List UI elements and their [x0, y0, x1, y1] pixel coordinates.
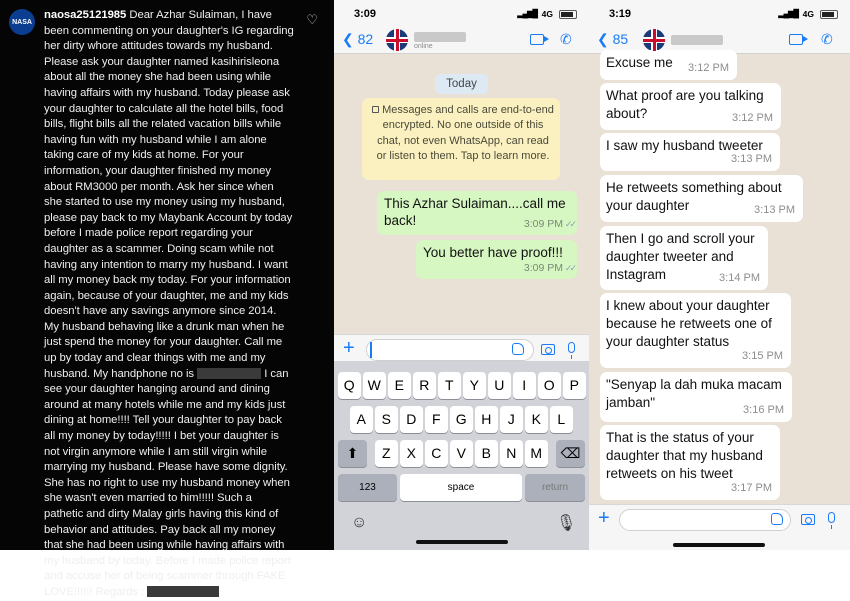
key-b[interactable]: B: [475, 440, 498, 467]
space-key[interactable]: space: [400, 474, 522, 501]
date-separator: Today: [435, 74, 488, 94]
key-o[interactable]: O: [538, 372, 561, 399]
phone-call-icon[interactable]: ✆: [821, 31, 833, 47]
message-bubble-outgoing[interactable]: [377, 191, 577, 235]
back-count: 82: [357, 31, 374, 47]
instagram-comment-panel: [0, 0, 334, 598]
key-d[interactable]: D: [400, 406, 423, 433]
key-w[interactable]: W: [363, 372, 386, 399]
return-key[interactable]: return: [525, 474, 585, 501]
plus-icon[interactable]: +: [343, 337, 355, 359]
battery-icon: [820, 10, 838, 19]
dictation-mic-icon[interactable]: 🎙: [556, 515, 577, 532]
message-bubble-incoming[interactable]: [600, 425, 780, 500]
redacted-signature: [147, 586, 219, 597]
contact-avatar-uk-flag-icon[interactable]: [643, 29, 665, 51]
signal-icon: ▂▄▆█: [778, 9, 798, 18]
numbers-key[interactable]: 123: [338, 474, 397, 501]
message-time: 3:16 PM: [743, 404, 784, 416]
back-button[interactable]: ❮ 82: [342, 31, 374, 47]
message-text: "Senyap la dah muka macam jamban": [606, 377, 782, 410]
message-text: That is the status of your daughter that my husband retweets on his tweet: [606, 430, 763, 481]
chat-header: [334, 28, 589, 54]
message-text: What proof are you talking about?: [606, 88, 764, 121]
message-time: 3:14 PM: [719, 272, 760, 284]
key-j[interactable]: J: [500, 406, 523, 433]
phone-call-icon[interactable]: ✆: [560, 31, 572, 47]
status-bar: [334, 0, 589, 28]
message-time: 3:09 PM: [523, 218, 563, 230]
message-bubble-incoming[interactable]: [600, 175, 803, 222]
message-time: 3:17 PM: [731, 482, 772, 494]
plus-icon[interactable]: +: [598, 507, 610, 529]
contact-avatar-uk-flag-icon[interactable]: [386, 29, 408, 51]
avatar[interactable]: NASA: [9, 9, 35, 35]
key-c[interactable]: C: [425, 440, 448, 467]
message-text: You better have proof!!!: [423, 245, 563, 260]
status-time: 3:09: [354, 8, 377, 20]
redacted-contact-name[interactable]: [414, 32, 466, 42]
microphone-icon[interactable]: [568, 342, 575, 353]
key-s[interactable]: S: [375, 406, 398, 433]
message-input[interactable]: [366, 339, 534, 361]
key-f[interactable]: F: [425, 406, 448, 433]
home-indicator: [673, 543, 765, 547]
redacted-phone-number: [197, 368, 261, 379]
sticker-icon[interactable]: [512, 343, 524, 355]
message-time: 3:15 PM: [742, 350, 783, 362]
key-l[interactable]: L: [550, 406, 573, 433]
message-input[interactable]: [619, 509, 791, 531]
back-button[interactable]: ❮ 85: [597, 31, 629, 47]
shift-key[interactable]: ⬆: [338, 440, 367, 467]
key-q[interactable]: Q: [338, 372, 361, 399]
comment-username[interactable]: naosa25121985: [44, 9, 127, 21]
keyboard: [334, 361, 589, 550]
message-text: Then I go and scroll your daughter tweeter and Instagram: [606, 231, 755, 282]
whatsapp-chat-panel-2: [589, 0, 850, 550]
camera-icon[interactable]: [801, 514, 815, 525]
key-n[interactable]: N: [500, 440, 523, 467]
message-input-bar: [589, 504, 850, 550]
lock-icon: [372, 106, 379, 113]
key-e[interactable]: E: [388, 372, 411, 399]
message-time: 3:12 PM: [732, 112, 773, 124]
message-bubble-incoming[interactable]: [600, 83, 781, 130]
heart-icon[interactable]: ♡: [306, 12, 318, 27]
message-text: He retweets something about your daughter: [606, 180, 782, 213]
message-text: I knew about your daughter because he retweets one of your daughter status: [606, 298, 772, 349]
comment-body-part-1: Dear Azhar Sulaiman, I have been commenting on your daughter's IG regarding her dirty whore attitudes towards my husband. Please ask your daughter named kasihirisleona about all the money she had been using while having affairs with my husband. Today please ask your daughter to calculate all the hotel bills, food bills, flight bills all the related vacation bills while having fun with my husband while I am alone taking care of my kids at home. For your information, your daughter finished my money about RM3000 per month. Ask her since when she started to use my money using my husband, please pay back to my Maybank Account by today before I made police report regarding your daughter as a scammer. Doing scam while not having any intention to marry my husband. I want all my money back my today. For your information again, because of your daughter, me and my kids doesn't have any savings anymore since 2014. My husband behaving like a drunk man when he just spend the money for your daughter. Call me up by today and clear things with me and my husband. My handphone no is: [44, 9, 294, 380]
video-call-icon[interactable]: [530, 34, 544, 45]
key-i[interactable]: I: [513, 372, 536, 399]
key-t[interactable]: T: [438, 372, 461, 399]
key-x[interactable]: X: [400, 440, 423, 467]
redacted-contact-name[interactable]: [671, 35, 723, 45]
encryption-notice-text: Messages and calls are end-to-end encrypted. No one outside of this chat, not even WhatsApp, can read or listen to them. Tap to learn more.: [376, 104, 554, 163]
network-label: 4G: [541, 9, 553, 19]
message-bubble-outgoing[interactable]: [416, 240, 577, 279]
key-r[interactable]: R: [413, 372, 436, 399]
camera-icon[interactable]: [541, 344, 555, 355]
emoji-icon[interactable]: ☺: [351, 514, 368, 531]
read-ticks-icon: ✓✓: [564, 263, 574, 273]
key-a[interactable]: A: [350, 406, 373, 433]
status-bar: [589, 0, 850, 28]
message-bubble-incoming[interactable]: [600, 293, 791, 368]
signal-icon: ▂▄▆█: [517, 9, 537, 18]
comment-body-part-2: I can see your daughter hanging around and dining around at many hotels while me and my kids just dining at home!!!! Tell your daughter to pay back all my money by today!!!!! I bet your daughter is not virgin anymore while I am still virgin while marrying my husband. Please have some dignity. She has no right to use my husband money when she wasn't even married to him!!!!! Such a pathetic and dirty Malay girls having this kind of behavior and attitudes. Pay back all my money that she had been using while having affairs with my husband by today. Before I made police report and accuse her of being scammer through FAKE LOVE!!!!!! Regards :: [44, 367, 291, 598]
presence-status: online: [414, 43, 433, 50]
message-bubble-incoming[interactable]: [600, 50, 737, 80]
message-bubble-incoming[interactable]: [600, 372, 792, 422]
key-p[interactable]: P: [563, 372, 586, 399]
key-g[interactable]: G: [450, 406, 473, 433]
message-time: 3:09 PM: [523, 262, 563, 274]
microphone-icon[interactable]: [828, 512, 835, 523]
message-input-bar: [334, 334, 589, 364]
message-time: 3:13 PM: [731, 153, 772, 165]
back-count: 85: [612, 31, 629, 47]
whatsapp-chat-panel-1: [334, 0, 589, 550]
backspace-key[interactable]: ⌫: [556, 440, 585, 467]
network-label: 4G: [802, 9, 814, 19]
message-time: 3:13 PM: [754, 204, 795, 216]
status-time: 3:19: [609, 8, 632, 20]
key-u[interactable]: U: [488, 372, 511, 399]
comment-text: [44, 8, 294, 601]
key-k[interactable]: K: [525, 406, 548, 433]
battery-icon: [559, 10, 577, 19]
key-m[interactable]: M: [525, 440, 548, 467]
encryption-notice[interactable]: [362, 98, 560, 180]
key-z[interactable]: Z: [375, 440, 398, 467]
sticker-icon[interactable]: [771, 513, 783, 525]
message-text: I saw my husband tweeter: [606, 138, 763, 153]
key-h[interactable]: H: [475, 406, 498, 433]
message-time: 3:12 PM: [688, 62, 729, 74]
message-bubble-incoming[interactable]: [600, 226, 768, 290]
message-text: This Azhar Sulaiman....call me back!: [384, 196, 566, 228]
key-v[interactable]: V: [450, 440, 473, 467]
key-y[interactable]: Y: [463, 372, 486, 399]
message-bubble-incoming[interactable]: [600, 133, 780, 171]
message-text: Excuse me: [606, 55, 673, 70]
home-indicator: [416, 540, 508, 544]
video-call-icon[interactable]: [789, 34, 803, 45]
read-ticks-icon: ✓✓: [564, 219, 574, 229]
